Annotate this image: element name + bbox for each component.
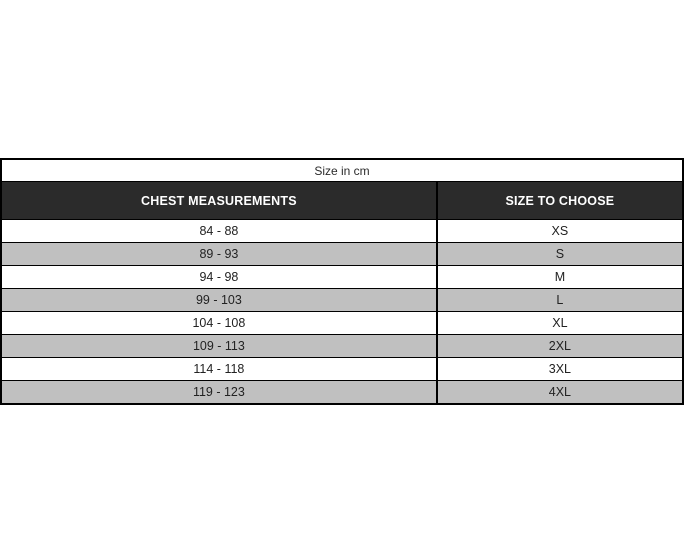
size-cell: M — [437, 266, 683, 289]
chest-measurement-cell: 104 - 108 — [1, 312, 437, 335]
table-row — [1, 266, 683, 289]
table-head — [1, 159, 683, 220]
table-row — [1, 220, 683, 243]
size-cell: S — [437, 243, 683, 266]
table-row — [1, 289, 683, 312]
table-row — [1, 312, 683, 335]
chest-measurement-cell: 109 - 113 — [1, 335, 437, 358]
column-header-size-to-choose: SIZE TO CHOOSE — [437, 182, 683, 220]
table-header-row — [1, 182, 683, 220]
size-chart — [0, 158, 684, 405]
size-cell: 2XL — [437, 335, 683, 358]
chest-measurement-cell: 119 - 123 — [1, 381, 437, 405]
table-title: Size in cm — [1, 159, 683, 182]
chest-measurement-cell: 84 - 88 — [1, 220, 437, 243]
chest-measurement-cell: 89 - 93 — [1, 243, 437, 266]
size-cell: XS — [437, 220, 683, 243]
chest-measurement-cell: 99 - 103 — [1, 289, 437, 312]
table-row — [1, 335, 683, 358]
table-body — [1, 220, 683, 405]
chest-measurement-cell: 114 - 118 — [1, 358, 437, 381]
size-cell: L — [437, 289, 683, 312]
column-header-chest-measurements: CHEST MEASUREMENTS — [1, 182, 437, 220]
size-chart-table — [0, 158, 684, 405]
size-cell: 3XL — [437, 358, 683, 381]
chest-measurement-cell: 94 - 98 — [1, 266, 437, 289]
table-row — [1, 381, 683, 405]
size-cell: XL — [437, 312, 683, 335]
size-cell: 4XL — [437, 381, 683, 405]
table-row — [1, 243, 683, 266]
table-row — [1, 358, 683, 381]
table-title-row — [1, 159, 683, 182]
